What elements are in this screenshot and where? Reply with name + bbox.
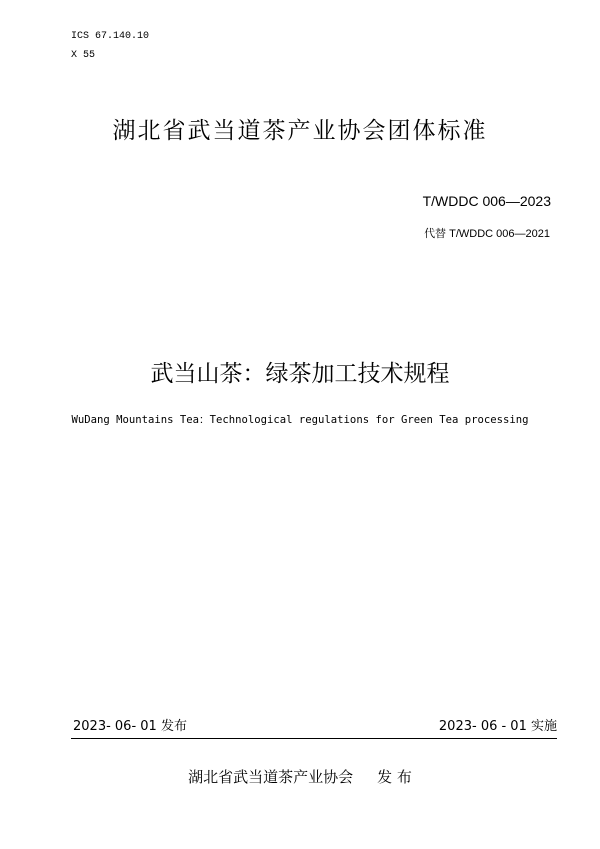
divider-line bbox=[71, 738, 557, 739]
publish-date: 2023- 06- 01 发布 bbox=[73, 719, 187, 734]
publisher-line bbox=[0, 766, 600, 788]
publisher-name: 湖北省武当道茶产业协会 bbox=[188, 768, 354, 786]
implementation-date: 2023- 06 - 01 实施 bbox=[438, 719, 557, 734]
ics-code: ICS 67.140.10 bbox=[71, 31, 150, 42]
standard-number: T/WDDC 006—2023 bbox=[422, 193, 551, 209]
organization-title: 湖北省武当道茶产业协会团体标准 bbox=[112, 118, 488, 144]
replaces-standard: 代替 T/WDDC 006—2021 bbox=[424, 228, 550, 240]
document-title-chinese: 武当山茶：绿茶加工技术规程 bbox=[150, 361, 450, 387]
document-title-english: WuDang Mountains Tea：Technological regulations for Green Tea processing bbox=[71, 414, 529, 426]
publisher-action: 发 布 bbox=[377, 768, 412, 786]
classification-code: X 55 bbox=[71, 50, 96, 61]
